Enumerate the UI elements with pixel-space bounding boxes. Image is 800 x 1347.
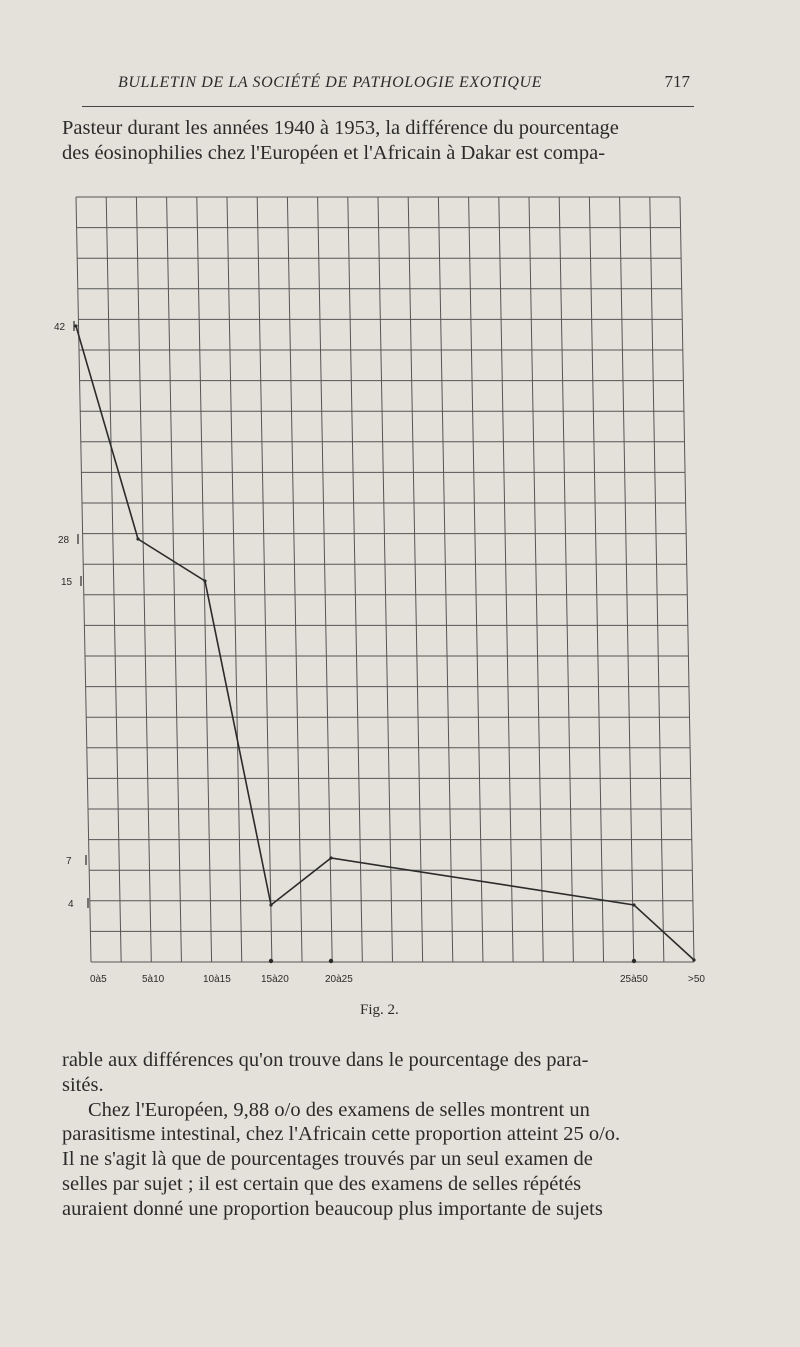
grid-line-vertical xyxy=(136,197,151,962)
data-point xyxy=(329,856,332,859)
axis-dot xyxy=(632,959,636,963)
grid-line-vertical xyxy=(438,197,452,962)
x-tick-label: 5à10 xyxy=(142,974,165,985)
grid-line-vertical xyxy=(620,197,634,962)
figure-caption: Fig. 2. xyxy=(360,1002,399,1018)
text-line: des éosinophilies chez l'Européen et l'Africain à Dakar est compa- xyxy=(62,141,606,164)
chart-grid xyxy=(76,197,694,962)
grid-line-vertical xyxy=(559,197,573,962)
paragraph-bottom xyxy=(62,1048,694,1222)
x-tick-label: >50 xyxy=(688,974,705,985)
grid-line-vertical xyxy=(348,197,363,962)
journal-title: BULLETIN DE LA SOCIÉTÉ DE PATHOLOGIE EXOTIQUE xyxy=(118,74,543,91)
y-tick-label: 28 xyxy=(58,535,70,546)
paragraph-top xyxy=(62,116,694,166)
text-line: rable aux différences qu'on trouve dans le pourcentage des para- xyxy=(62,1049,589,1071)
data-point xyxy=(692,958,695,961)
text-line: Il ne s'agit là que de pourcentages trouvés par un seul examen de xyxy=(62,1148,593,1171)
x-tick-label: 10à15 xyxy=(203,974,231,985)
grid-line-vertical xyxy=(287,197,302,962)
chart-line-layer xyxy=(74,324,695,963)
grid-line-vertical xyxy=(408,197,422,962)
grid-line-vertical xyxy=(106,197,121,962)
grid-line-vertical xyxy=(318,197,333,962)
text-line: sités. xyxy=(62,1073,104,1096)
y-tick-labels xyxy=(54,321,88,910)
grid-line-vertical xyxy=(197,197,212,962)
x-tick-label: 25à50 xyxy=(620,974,648,985)
y-tick-label: 15 xyxy=(61,577,73,588)
y-tick-label: 42 xyxy=(54,322,66,333)
x-tick-label: 15à20 xyxy=(261,974,289,985)
text-line: Chez l'Européen, 9,88 o/o des examens de selles montrent un xyxy=(88,1098,590,1121)
grid-line-vertical xyxy=(469,197,483,962)
running-header xyxy=(82,70,694,107)
text-line: Pasteur durant les années 1940 à 1953, la différence du pourcentage xyxy=(62,117,619,139)
grid-line-vertical xyxy=(167,197,182,962)
text-line: parasitisme intestinal, chez l'Africain cette proportion atteint 25 o/o. xyxy=(62,1123,621,1146)
data-point xyxy=(74,324,77,327)
y-tick-label: 4 xyxy=(68,899,74,910)
y-tick-label: 7 xyxy=(66,856,72,867)
grid-line-vertical xyxy=(680,197,694,962)
grid-line-vertical xyxy=(589,197,603,962)
x-tick-label: 0à5 xyxy=(90,974,107,985)
text-line: selles par sujet ; il est certain que des examens de selles répétés xyxy=(62,1172,582,1195)
data-point xyxy=(203,579,206,582)
page-number: 717 xyxy=(664,72,690,91)
data-point xyxy=(136,537,139,540)
grid-line-vertical xyxy=(650,197,664,962)
grid-line-vertical xyxy=(529,197,543,962)
data-point xyxy=(269,903,272,906)
x-tick-label: 20à25 xyxy=(325,974,353,985)
data-point xyxy=(632,903,635,906)
eosinophilia-chart xyxy=(40,180,720,995)
axis-dot xyxy=(269,959,273,963)
grid-line-vertical xyxy=(227,197,242,962)
grid-line-vertical xyxy=(499,197,513,962)
text-line: auraient donné une proportion beaucoup plus importante de sujets xyxy=(62,1197,603,1220)
x-tick-labels xyxy=(90,974,705,985)
axis-dot xyxy=(329,959,333,963)
grid-line-vertical xyxy=(378,197,393,962)
grid-line-vertical xyxy=(76,197,91,962)
